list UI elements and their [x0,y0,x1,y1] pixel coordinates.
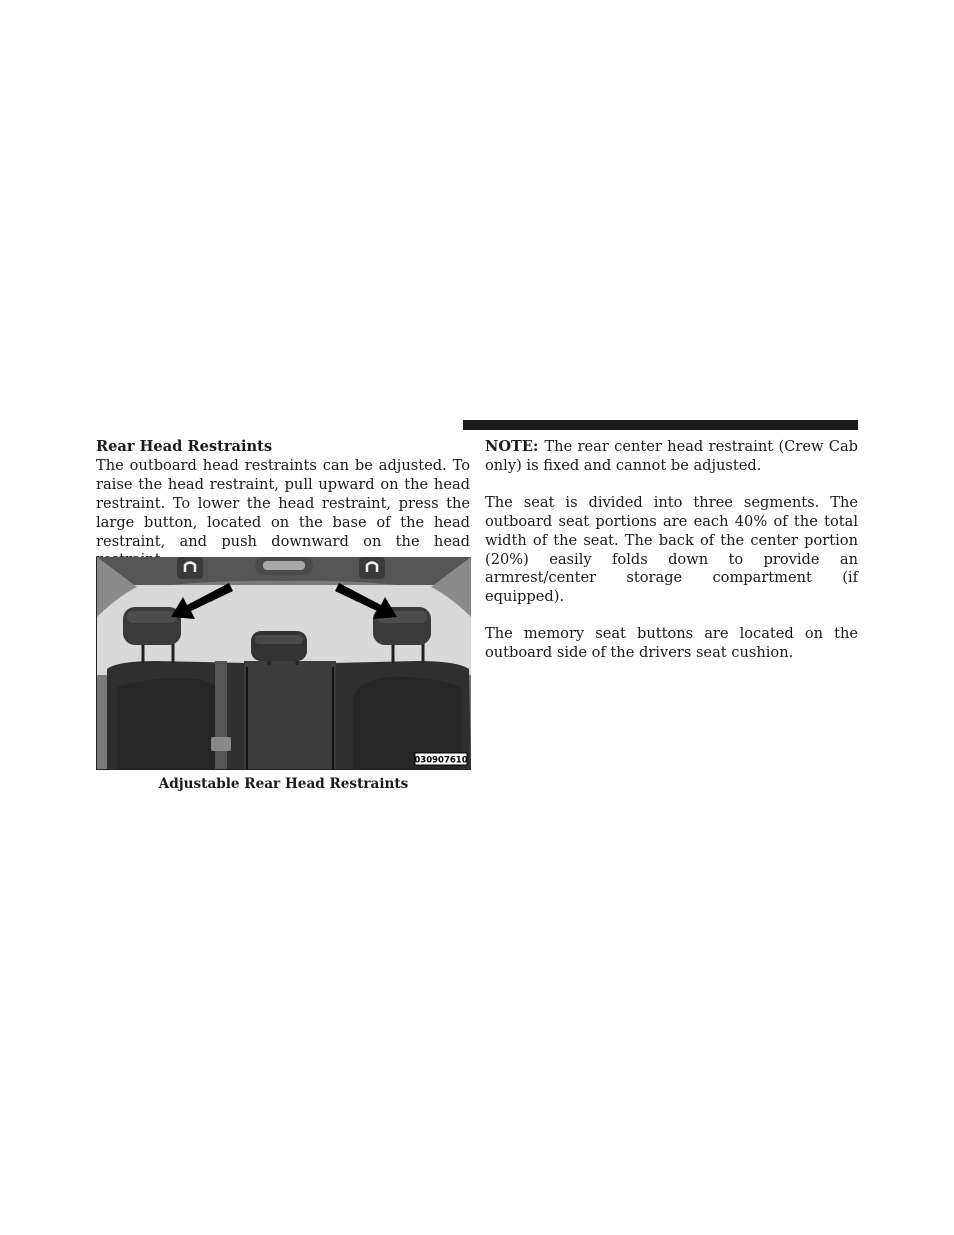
right-column [485,438,858,663]
ceiling-hook-left [177,557,203,579]
rear-seat-illustration [96,557,471,770]
figure-caption: Adjustable Rear Head Restraints [158,776,409,792]
section-divider-bar [463,420,858,430]
seat-segments-paragraph: The seat is divided into three segments. The outboard seat portions are each 40% of the total width of the seat. The back of the center portion (20%) easily folds down to provide an armrest/center storage compartment (if equipped). [485,493,858,606]
memory-seat-paragraph: The memory seat buttons are located on the outboard side of the drivers seat cushion. [485,625,858,662]
head-restraint-paragraph: The outboard head restraints can be adjusted. To raise the head restraint, pull upward on the head restraint. To lower the head restraint, press the large button, located on the base of the head restraint, and push downward on the head [96,456,470,550]
ceiling-hook-right [359,557,385,579]
seat-belt-buckle [211,737,231,751]
center-head-restraint [251,631,307,665]
note-label: NOTE: [485,438,539,455]
note-text: The rear center head restraint (Crew Cab only) is fixed and cannot be adjusted. [485,438,858,474]
section-heading: Rear Head Restraints [96,438,273,455]
image-code-label: 030907610 [414,755,468,766]
note-paragraph [485,438,858,476]
left-column [96,438,470,570]
